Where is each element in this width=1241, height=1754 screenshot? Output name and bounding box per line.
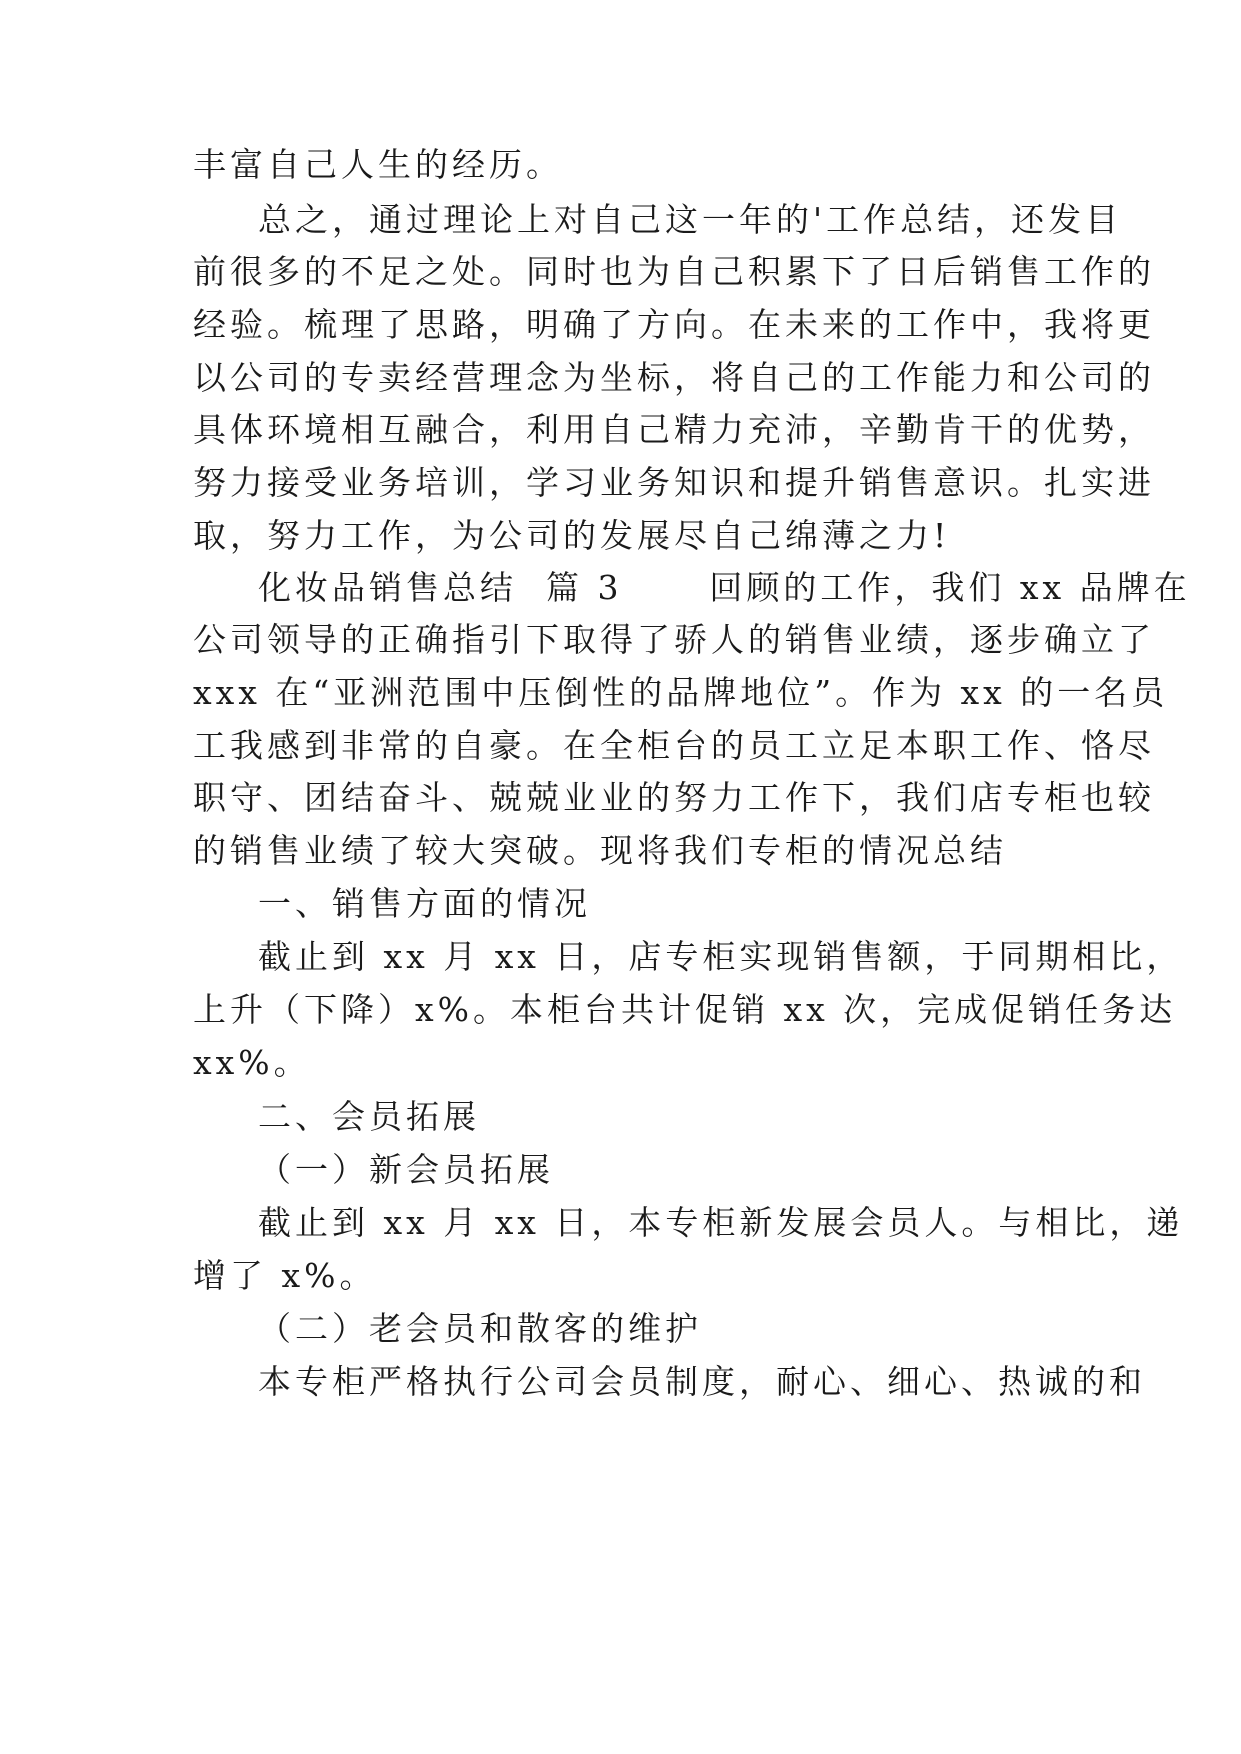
text-line-16: 截止到 xx 月 xx 日，店专柜实现销售额，于同期相比，: [258, 937, 1184, 976]
text-line-18: xx%。: [193, 1043, 311, 1082]
text-line-24: 本专柜严格执行公司会员制度，耐心、细心、热诚的和: [258, 1362, 1146, 1401]
section-heading-line: 化妆品销售总结 篇 3 回顾的工作，我们 xx 品牌在: [258, 568, 1191, 607]
text-line-1: 丰富自己人生的经历。: [193, 145, 563, 184]
subheading-sales: 一、销售方面的情况: [258, 884, 591, 923]
text-line-17: 上升（下降）x%。本柜台共计促销 xx 次，完成促销任务达: [193, 990, 1177, 1029]
subheading-new-members: （一）新会员拓展: [258, 1150, 554, 1189]
text-line-12: 工我感到非常的自豪。在全柜台的员工立足本职工作、恪尽: [193, 726, 1155, 765]
text-line-10: 公司领导的正确指引下取得了骄人的销售业绩，逐步确立了: [193, 620, 1155, 659]
text-line-3: 前很多的不足之处。同时也为自己积累下了日后销售工作的: [193, 252, 1155, 291]
text-line-7: 努力接受业务培训，学习业务知识和提升销售意识。扎实进: [193, 463, 1155, 502]
text-line-4: 经验。梳理了思路，明确了方向。在未来的工作中，我将更: [193, 305, 1155, 344]
subheading-old-members: （二）老会员和散客的维护: [258, 1309, 702, 1348]
text-line-6: 具体环境相互融合，利用自己精力充沛，辛勤肯干的优势，: [193, 410, 1155, 449]
text-line-22: 增了 x%。: [193, 1256, 377, 1295]
text-line-5: 以公司的专卖经营理念为坐标，将自己的工作能力和公司的: [193, 358, 1155, 397]
text-line-21: 截止到 xx 月 xx 日，本专柜新发展会员人。与相比，递: [258, 1203, 1184, 1242]
text-line-2: 总之，通过理论上对自己这一年的'工作总结，还发目: [258, 200, 1123, 239]
text-line-11: xxx 在“亚洲范围中压倒性的品牌地位”。作为 xx 的一名员: [193, 673, 1169, 712]
text-line-8: 取，努力工作，为公司的发展尽自己绵薄之力!: [193, 516, 951, 555]
text-line-13: 职守、团结奋斗、兢兢业业的努力工作下，我们店专柜也较: [193, 778, 1155, 817]
text-line-14: 的销售业绩了较大突破。现将我们专柜的情况总结: [193, 831, 1007, 870]
subheading-members: 二、会员拓展: [258, 1097, 480, 1136]
